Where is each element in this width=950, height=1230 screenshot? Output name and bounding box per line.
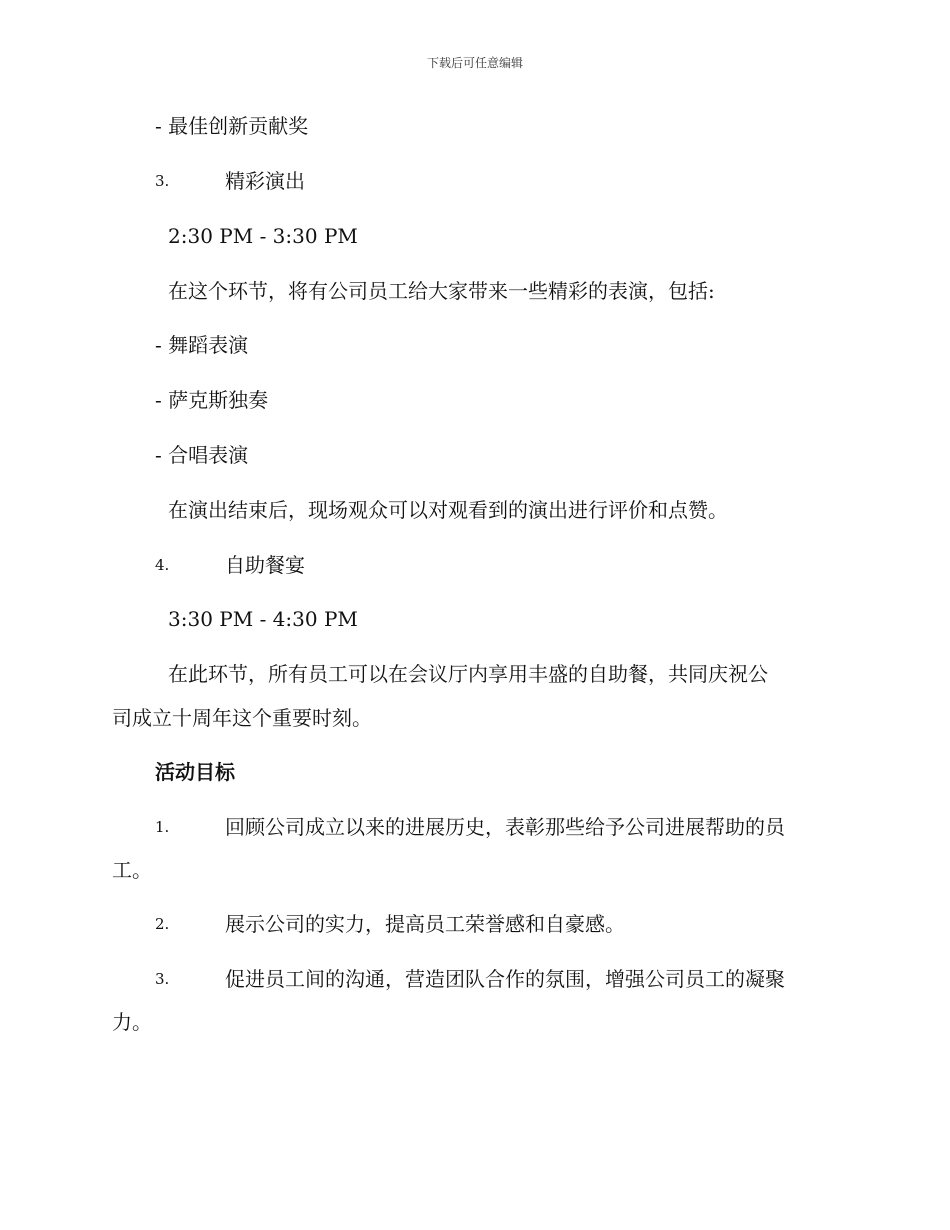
performance-item: - 合唱表演 xyxy=(155,443,249,467)
goal-text: 促进员工间的沟通，营造团队合作的氛围，增强公司员工的凝聚 xyxy=(225,967,785,991)
section-3-title: 精彩演出 xyxy=(225,169,305,193)
goal-text-continued: 力。 xyxy=(112,1010,152,1034)
section-4-heading xyxy=(155,551,305,579)
section-3-intro: 在这个环节，将有公司员工给大家带来一些精彩的表演，包括: xyxy=(168,279,715,303)
performance-item: - 萨克斯独奏 xyxy=(155,388,269,412)
goal-text-continued: 工。 xyxy=(112,858,152,882)
section-3-time: 2:30 PM - 3:30 PM xyxy=(168,224,358,248)
section-4-title: 自助餐宴 xyxy=(225,553,305,577)
goal-text: 回顾公司成立以来的进展历史，表彰那些给予公司进展帮助的员 xyxy=(225,815,785,839)
section-4-time: 3:30 PM - 4:30 PM xyxy=(168,607,358,631)
goal-number: 1. xyxy=(155,818,170,836)
goal-number: 2. xyxy=(155,915,170,933)
goals-heading: 活动目标 xyxy=(155,760,235,784)
section-4-desc-line2: 司成立十周年这个重要时刻。 xyxy=(112,706,372,730)
goal-item xyxy=(155,813,785,841)
section-3-heading xyxy=(155,167,305,195)
goal-number: 3. xyxy=(155,970,170,988)
goal-item xyxy=(155,910,625,938)
performance-item: - 舞蹈表演 xyxy=(155,333,249,357)
section-3-number: 3. xyxy=(155,172,170,190)
award-item: - 最佳创新贡献奖 xyxy=(155,114,309,138)
section-4-desc-line1: 在此环节，所有员工可以在会议厅内享用丰盛的自助餐，共同庆祝公 xyxy=(168,662,768,686)
section-3-closing: 在演出结束后，现场观众可以对观看到的演出进行评价和点赞。 xyxy=(168,498,728,522)
page-header: 下载后可任意编辑 xyxy=(426,56,523,70)
section-4-number: 4. xyxy=(155,556,170,574)
goal-item xyxy=(155,965,785,993)
goal-text: 展示公司的实力，提高员工荣誉感和自豪感。 xyxy=(225,912,625,936)
